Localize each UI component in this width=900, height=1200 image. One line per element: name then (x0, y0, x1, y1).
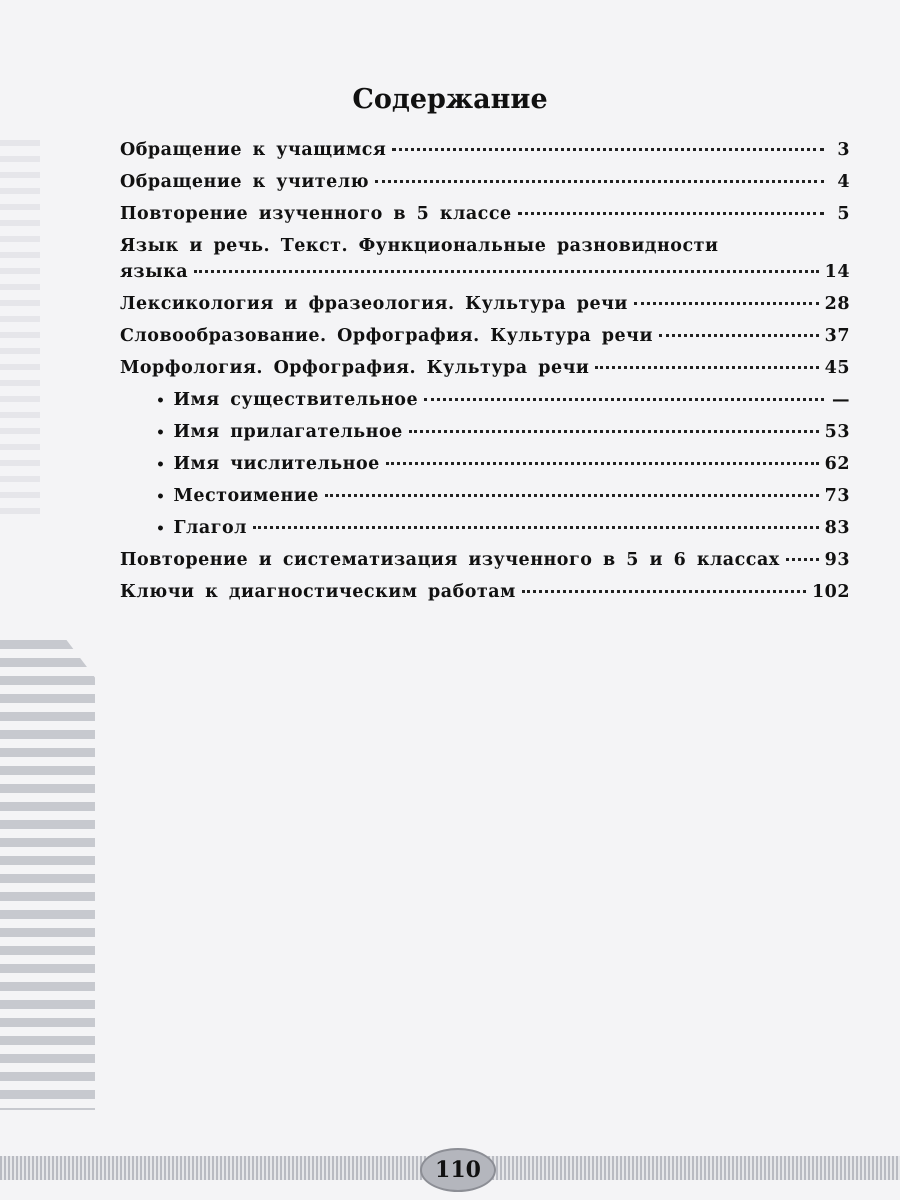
dot-leader (392, 148, 824, 151)
dot-leader (386, 462, 819, 465)
toc-entry-label: Имя числительное (173, 454, 380, 474)
toc-entry (120, 550, 850, 574)
dot-leader (194, 270, 819, 273)
toc-entry (120, 294, 850, 318)
toc-entry-label: Лексикология и фразеология. Культура речи (120, 294, 628, 314)
toc-entry-label: языка (120, 262, 189, 282)
toc-entry (120, 358, 850, 382)
toc-entry-page: 62 (824, 454, 850, 474)
bullet-icon: • (156, 457, 166, 473)
toc-entry-label: Обращение к учащимся (120, 140, 387, 160)
toc-entry-page: 37 (824, 326, 850, 346)
decorative-stripes (0, 640, 95, 1110)
toc-entry-label: Повторение изученного в 5 классе (120, 204, 512, 224)
toc-entry-page: 3 (837, 140, 850, 160)
toc-entry-line1 (120, 236, 850, 260)
bullet-icon: • (156, 393, 166, 409)
toc-entry-page: 83 (824, 518, 850, 538)
toc-subentry (120, 390, 850, 414)
toc-subentry (120, 422, 850, 446)
toc-entry (120, 140, 850, 164)
toc-entry-page: 45 (824, 358, 850, 378)
toc-entry (120, 326, 850, 350)
dot-leader (595, 366, 818, 369)
dot-leader (786, 558, 819, 561)
toc-entry-label: Повторение и систематизация изученного в 5 и 6 классах (120, 550, 780, 570)
toc-entry-page: 14 (824, 262, 850, 282)
toc-entry-page: 4 (837, 172, 850, 192)
toc-entry-label: Ключи к диагностическим работам (120, 582, 516, 602)
toc-entry-label: Язык и речь. Текст. Функциональные разновидности (120, 236, 719, 256)
table-of-contents (120, 140, 850, 614)
toc-entry-label: Морфология. Орфография. Культура речи (120, 358, 590, 378)
toc-entry-label: Имя прилагательное (173, 422, 403, 442)
toc-entry (120, 582, 850, 606)
dot-leader (375, 180, 824, 183)
dot-leader (409, 430, 819, 433)
decorative-stripes-top (0, 140, 40, 520)
dot-leader (634, 302, 819, 305)
toc-entry (120, 204, 850, 228)
toc-entry-label: Обращение к учителю (120, 172, 370, 192)
page-title: Содержание (352, 84, 548, 115)
bullet-icon: • (156, 521, 166, 537)
dot-leader (325, 494, 819, 497)
toc-entry-page: 93 (824, 550, 850, 570)
toc-subentry (120, 486, 850, 510)
toc-entry-page: 28 (824, 294, 850, 314)
toc-entry (120, 172, 850, 196)
toc-entry-label: Имя существительное (173, 390, 419, 410)
toc-entry-page: 5 (837, 204, 850, 224)
toc-entry-label: Глагол (173, 518, 247, 538)
toc-subentry (120, 518, 850, 542)
toc-entry-page: 102 (811, 582, 850, 602)
bullet-icon: • (156, 489, 166, 505)
dot-leader (424, 398, 824, 401)
toc-entry-label: Местоимение (173, 486, 319, 506)
toc-entry-page: 73 (824, 486, 850, 506)
dot-leader (518, 212, 824, 215)
toc-subentry (120, 454, 850, 478)
toc-entry-page: 53 (824, 422, 850, 442)
dot-leader (253, 526, 819, 529)
toc-entry (120, 262, 850, 286)
toc-entry-page: — (832, 390, 850, 410)
page-number-badge: 110 (420, 1148, 496, 1192)
dot-leader (522, 590, 806, 593)
bullet-icon: • (156, 425, 166, 441)
toc-entry-label: Словообразование. Орфография. Культура речи (120, 326, 653, 346)
dot-leader (659, 334, 819, 337)
